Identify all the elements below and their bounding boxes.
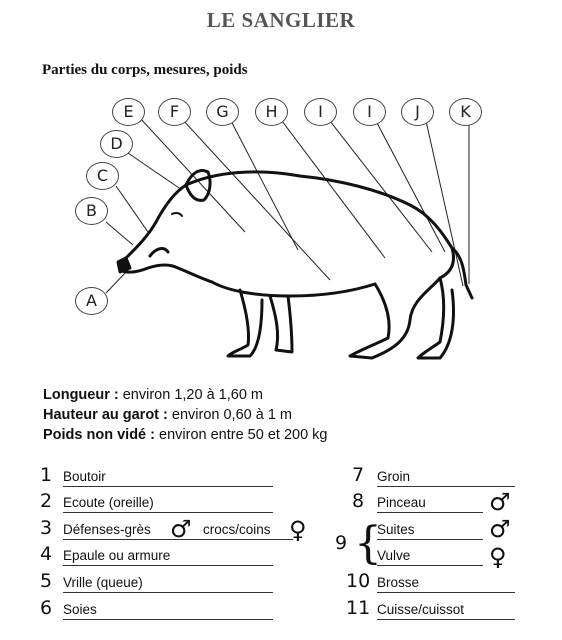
page-title: LE SANGLIER [206, 8, 356, 32]
part-num-11: 11 [346, 597, 371, 619]
measure-poids [43, 427, 328, 443]
leader-line-d [128, 153, 182, 190]
measure-hauteur-value: environ 0,60 à 1 m [167, 407, 293, 423]
part-label-7: Groin [377, 469, 515, 487]
part-num-3: 3 [40, 517, 53, 539]
male-symbol-8: ♂ [489, 488, 511, 516]
part-label-4: Epaule ou armure [63, 548, 273, 566]
boar-snout [118, 258, 130, 272]
page-subtitle: Parties du corps, mesures, poids [42, 62, 248, 78]
brace-9: { [354, 518, 382, 569]
leader-line-a [106, 270, 128, 293]
part-label-8: Pinceau [377, 495, 483, 513]
label-e: E [112, 98, 145, 126]
leader-line-i2 [376, 121, 445, 252]
part-label-11: Cuisse/cuissot [377, 602, 515, 620]
part-label-3b: crocs/coins [203, 522, 271, 537]
boar-ear [186, 171, 210, 201]
leader-line-g [231, 121, 298, 250]
part-num-2: 2 [40, 490, 53, 512]
measure-poids-label: Poids non vidé : [43, 427, 155, 443]
male-symbol-3: ♂ [170, 515, 192, 543]
leader-line-c [116, 186, 148, 232]
label-h: H [255, 98, 288, 126]
part-num-8: 8 [352, 490, 365, 512]
part-label-2: Ecoute (oreille) [63, 495, 273, 513]
label-a: A [75, 287, 108, 315]
measure-hauteur-label: Hauteur au garot : [43, 407, 168, 423]
part-num-4: 4 [40, 543, 53, 565]
boar-tusk [150, 249, 168, 256]
measure-poids-value: environ entre 50 et 200 kg [154, 427, 328, 443]
part-num-10: 10 [346, 570, 371, 592]
boar-front-leg-2 [270, 296, 292, 352]
part-label-6: Soies [63, 602, 273, 620]
measure-longueur-value: environ 1,20 à 1,60 m [118, 387, 264, 403]
part-num-1: 1 [40, 464, 53, 486]
measure-hauteur [43, 407, 292, 423]
label-c: C [86, 162, 119, 190]
label-d: D [100, 130, 133, 158]
boar-rump [440, 248, 454, 278]
label-i-2: I [353, 98, 386, 126]
part-label-3: Défenses-grès [63, 522, 293, 540]
leader-line-i1 [330, 121, 432, 252]
label-k: K [449, 98, 482, 126]
part-label-9: Suites [377, 522, 483, 540]
part-label-5: Vrille (queue) [63, 575, 273, 593]
boar-belly [212, 282, 375, 296]
part-num-5: 5 [40, 570, 53, 592]
female-symbol-9: ♀ [489, 543, 507, 571]
female-symbol-3: ♀ [289, 516, 307, 544]
leader-line-j [426, 121, 463, 286]
leader-line-b [106, 222, 133, 245]
boar-back [186, 172, 452, 248]
part-label-1: Boutoir [63, 469, 273, 487]
boar-front-leg [228, 290, 262, 356]
label-b: B [75, 197, 108, 225]
label-f: F [158, 98, 191, 126]
part-label-10: Brosse [377, 575, 515, 593]
boar-hind-leg-2 [418, 278, 454, 358]
label-j: J [401, 98, 434, 126]
part-num-7: 7 [352, 464, 365, 486]
part-num-9: 9 [335, 532, 348, 554]
measure-longueur [43, 387, 263, 403]
measure-longueur-label: Longueur : [43, 387, 119, 403]
label-i-1: I [304, 98, 337, 126]
boar-hind-leg [350, 278, 440, 358]
part-num-6: 6 [40, 597, 53, 619]
part-label-9b: Vulve [377, 548, 483, 566]
male-symbol-9: ♂ [489, 515, 511, 543]
label-g: G [206, 98, 239, 126]
boar-eye [172, 213, 182, 216]
